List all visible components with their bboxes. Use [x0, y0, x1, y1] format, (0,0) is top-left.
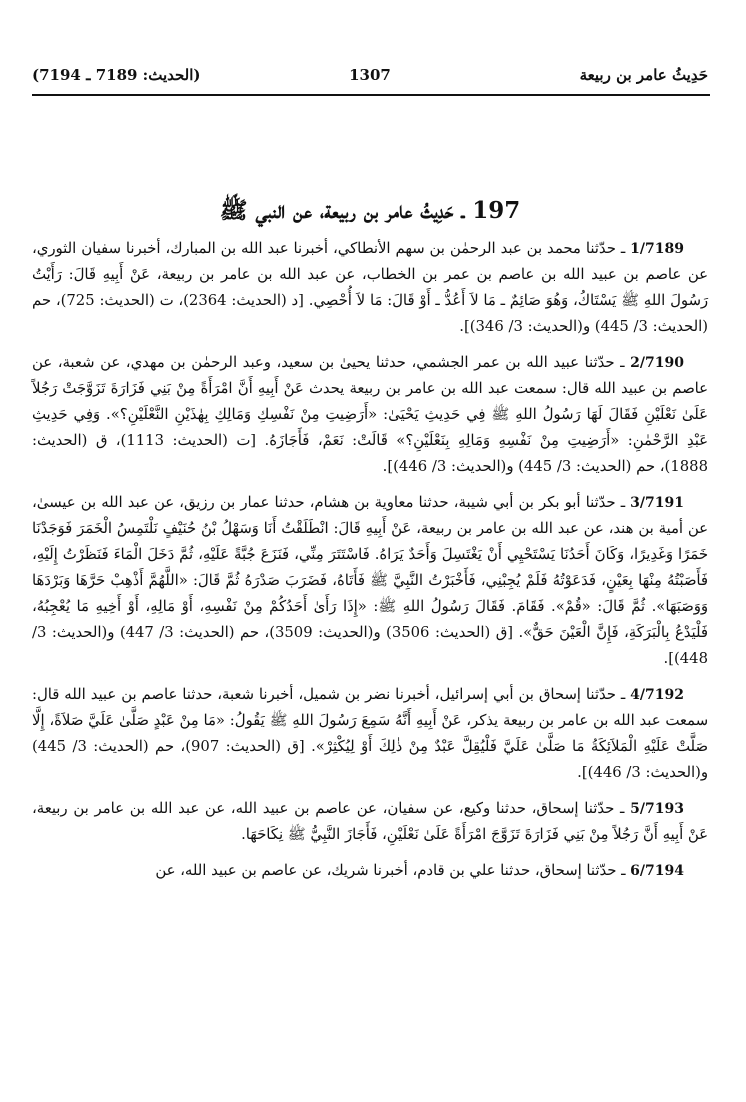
hadith-paragraph [32, 858, 708, 884]
hadith-text: ـ حدّثنا إسحاق، حدثنا وكيع، عن سفيان، عن عاصم بن عبيد الله، عن عبد الله بن عامر بن ربيعة، عَنْ أَبِيهِ أَنَّ رَجُلاً مِنْ بَنِي فَزَارَةَ تَزَوَّجَ امْرَأَةً عَلَىٰ نَعْلَيْنِ، فَأَجَازَ النَّبِيُّ ﷺ نِكَاحَهَا. [32, 800, 708, 843]
hadith-number: 5/7193 [630, 801, 684, 817]
hadith-text: ـ حدّثنا إسحاق، حدثنا علي بن قادم، أخبرنا شريك، عن عاصم بن عبيد الله، عن [155, 862, 626, 879]
hadith-text: ـ حدّثنا أبو بكر بن أبي شيبة، حدثنا معاوية بن هشام، حدثنا عمار بن رزيق، عن عبد الله بن عيسىٰ، عن أمية بن هند، عن عبد الله بن عامر بن ربيعة، عَنْ أَبِيهِ قَالَ: انْطَلَقْتُ أَنَا وَسَهْلُ بْنُ حُنَيْفٍ نَلْتَمِسُ الْخَمَرَ فَوَجَدْنَا خَمَرًا وَغَدِيرًا، وَكَانَ أَحَدُنَا يَسْتَحْيِي أَنْ يَغْتَسِلَ وَأَحَدٌ يَرَاهُ. فَاسْتَتَرَ مِنِّي، فَنَزَعَ جُبَّةً عَلَيْهِ، ثُمَّ دَخَلَ الْمَاءَ فَنَظَرْتُ إِلَيْهِ، فَأَصَبْتُهُ مِنْهَا بِعَيْنٍ، فَدَعَوْتُهُ فَلَمْ يُجِبْنِي، فَأَخْبَرْتُ النَّبِيَّ ﷺ فَأَتَاهُ، فَضَرَبَ صَدْرَهُ ثُمَّ قَالَ: «اللَّهُمَّ أَذْهِبْ حَرَّهَا وَبَرْدَهَا وَوَصَبَهَا». ثُمَّ قَالَ: «قُمْ». فَقَامَ. فَقَالَ رَسُولُ اللهِ ﷺ: «إِذَا رَأَىٰ أَحَدُكُمْ مِنْ نَفْسِهِ، أَوْ مَالِهِ، أَوْ أَخِيهِ مَا يُعْجِبُهُ، فَلْيَدْعُ بِالْبَرَكَةِ، فَإِنَّ الْعَيْنَ حَقٌّ». [ق (الحديث: 3506) و(الحديث: 3509)، حم (الحديث: 3/ 447) و(الحديث: 3/ 448)]. [32, 494, 708, 667]
hadith-number: 2/7190 [630, 355, 684, 371]
page-number: 1307 [349, 66, 391, 84]
hadith-number: 6/7194 [630, 863, 684, 879]
hadith-range: (الحديث: 7189 ـ 7194) [32, 66, 201, 84]
hadith-text: ـ حدّثنا إسحاق بن أبي إسرائيل، أخبرنا نضر بن شميل، أخبرنا شعبة، حدثنا عاصم بن عبيد الله قال: سمعت عبد الله بن عامر بن ربيعة يذكر، عَنْ أَبِيهِ أَنَّهُ سَمِعَ رَسُولَ اللهِ ﷺ يَقُولُ: «مَا مِنْ عَبْدٍ صَلَّىٰ عَلَيَّ صَلاَةً، إِلَّا صَلَّتْ عَلَيْهِ الْمَلاَئِكَةُ مَا صَلَّىٰ عَلَيَّ فَلْيُقِلَّ عَبْدٌ مِنْ ذٰلِكَ أَوْ لِيُكْثِرْ». [ق (الحديث: 907)، حم (الحديث: 3/ 445) و(الحديث: 3/ 446)]. [32, 686, 708, 781]
hadith-paragraph [32, 682, 708, 786]
hadith-paragraph [32, 350, 708, 480]
hadith-text: ـ حدّثنا عبيد الله بن عمر الجشمي، حدثنا يحيىٰ بن سعيد، وعبد الرحمٰن بن مهدي، عن شعبة، عن عاصم بن عبيد الله قال: سمعت عبد الله بن عامر بن ربيعة يحدث عَنْ أَبِيهِ أَنَّ امْرَأَةً مِنْ بَنِي فَزَارَةَ تَزَوَّجَتْ رَجُلاً عَلَىٰ نَعْلَيْنِ فَقَالَ لَهَا رَسُولُ اللهِ ﷺ فِي حَدِيثِ يَحْيَىٰ: «أَرَضِيتِ مِنْ نَفْسِكِ وَمَالِكِ بِهٰذَيْنِ النَّعْلَيْنِ؟». وَفِي حَدِيثِ عَبْدِ الرَّحْمٰنِ: «أَرَضِيتِ مِنْ نَفْسِهِ وَمَالِهِ بِنَعْلَيْنِ؟» قَالَتْ: نَعَمْ، فَأَجَازَهُ. [ت (الحديث: 1113)، ق (الحديث: 1888)، حم (الحديث: 3/ 445) و(الحديث: 3/ 446)]. [32, 354, 709, 475]
hadith-paragraph [32, 796, 708, 848]
hadith-paragraph [32, 236, 708, 340]
chapter-title: 197 ـ حَدِيثُ عامر بن ربيعة، عن النبي ﷺ [219, 197, 521, 224]
hadith-paragraph [32, 490, 708, 672]
hadith-list [32, 236, 708, 894]
hadith-text: ـ حدّثنا محمد بن عبد الرحمٰن بن سهم الأنطاكي، أخبرنا عبد الله بن المبارك، أخبرنا سفيان الثوري، عن عاصم بن عبيد الله بن عاصم بن عمر بن الخطاب، عن عبد الله بن عامر بن ربيعة، عَنْ أَبِيهِ قَالَ: رَأَيْتُ رَسُولَ اللهِ ﷺ يَسْتَاكُ، وَهُوَ صَائِمٌ ـ مَا لاَ أَعُدُّ ـ أَوْ قَالَ: مَا لاَ أُحْصِي. [د (الحديث: 2364)، ت (الحديث: 725)، حم (الحديث: 3/ 445) و(الحديث: 3/ 346)]. [32, 240, 709, 335]
header-rule [32, 94, 710, 96]
hadith-number: 4/7192 [630, 687, 684, 703]
running-title: حَدِيثُ عامر بن ربيعة [579, 66, 708, 84]
hadith-number: 1/7189 [630, 241, 684, 257]
page-header [32, 64, 708, 90]
hadith-number: 3/7191 [630, 495, 684, 511]
